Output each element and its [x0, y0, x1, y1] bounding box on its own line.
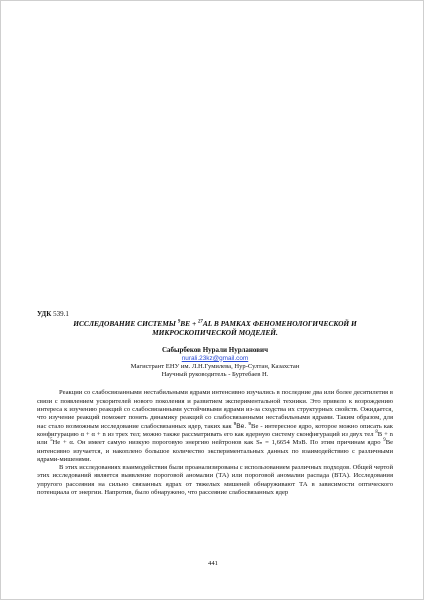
udk-line [37, 310, 393, 318]
article-content [37, 310, 393, 497]
title-superscript: 27 [198, 319, 203, 325]
superscript: 9 [233, 421, 237, 427]
udk-number: 539.1 [53, 310, 69, 318]
title-part: AL В РАМКАХ ФЕНОМЕНОЛОГИЧЕСКОЙ И МИКРОСКОПИЧЕСКОЙ МОДЕЛЕЙ. [152, 319, 357, 338]
title-part: BE + [180, 319, 199, 329]
author-email-link[interactable]: nurali.23kz@gmail.com [181, 354, 249, 362]
author-name: Сабырбеков Нурали Нурланович [161, 346, 269, 355]
paragraph-text: Be - интересное ядро, которое можно описать как конфигурацию α + α + n из трех тел; можно также рассматривать его как ядерную систему сконфигураций из двух тел [37, 422, 394, 438]
paragraph-text: B + n или [37, 430, 393, 447]
superscript: 9 [383, 438, 386, 444]
paragraph-text: Be. [236, 422, 249, 430]
title-superscript: 9 [177, 319, 181, 325]
udk-label: УДК [37, 310, 52, 318]
superscript: 8 [375, 429, 378, 435]
paragraph-2: В этих исследованиях взаимодействия были проанализированы с использованием различных подходов. Общей чертой этих исследований является выявление пороговой аномалии (ТА) или пороговой аномалии распада (BTA). Исследования упругого рассеяния на сильно связанных ядрах от тяжелых мишеней обнаруживают ТА в зависимости оптического потенциала от энергии. Напротив, было обнаружено, что рассеяние слабосвязанных ядер [37, 464, 393, 497]
paragraph-text: He + α. Он имеет самую низкую пороговую энергию нейтронов как Sₙ = 1,6654 МэВ. По этим причинам ядро [52, 439, 384, 447]
paragraph-1 [37, 389, 393, 464]
article-title [37, 319, 393, 337]
supervisor-line: Научный руководитель - Буртебаев Н. [161, 371, 269, 379]
author-affiliation: Магистрант ЕНУ им. Л.Н.Гумилева, Нур-Султан, Казахстан [130, 362, 300, 370]
title-part: ИССЛЕДОВАНИЕ СИСТЕМЫ [73, 319, 178, 329]
paragraph-text: Реакции со слабосвязанными нестабильными ядрами интенсивно изучались в последние два или более десятилетия в связи с появлением ускорителей нового поколения и развитием экспериментальной техники. Это привело к возрождению интереса к изучению реакций со слабосвязанными устойчивыми ядрами из-за сходства их структурных свойств. Ожидается, что изучение реакций поможет понять динамику реакций со слабосвязанными нестабильными ядрами. Таким образом, для нас стало возможным исследование слабосвязанных ядер, таких как [37, 389, 393, 430]
superscript: 9 [248, 421, 252, 427]
page-number: 441 [208, 560, 218, 567]
paragraph-text: Be интенсивно изучается, и накоплено большое количество экспериментальных данных по взаимодействию с различными ядрами-мишенями. [37, 439, 394, 463]
superscript: 5 [50, 438, 53, 444]
